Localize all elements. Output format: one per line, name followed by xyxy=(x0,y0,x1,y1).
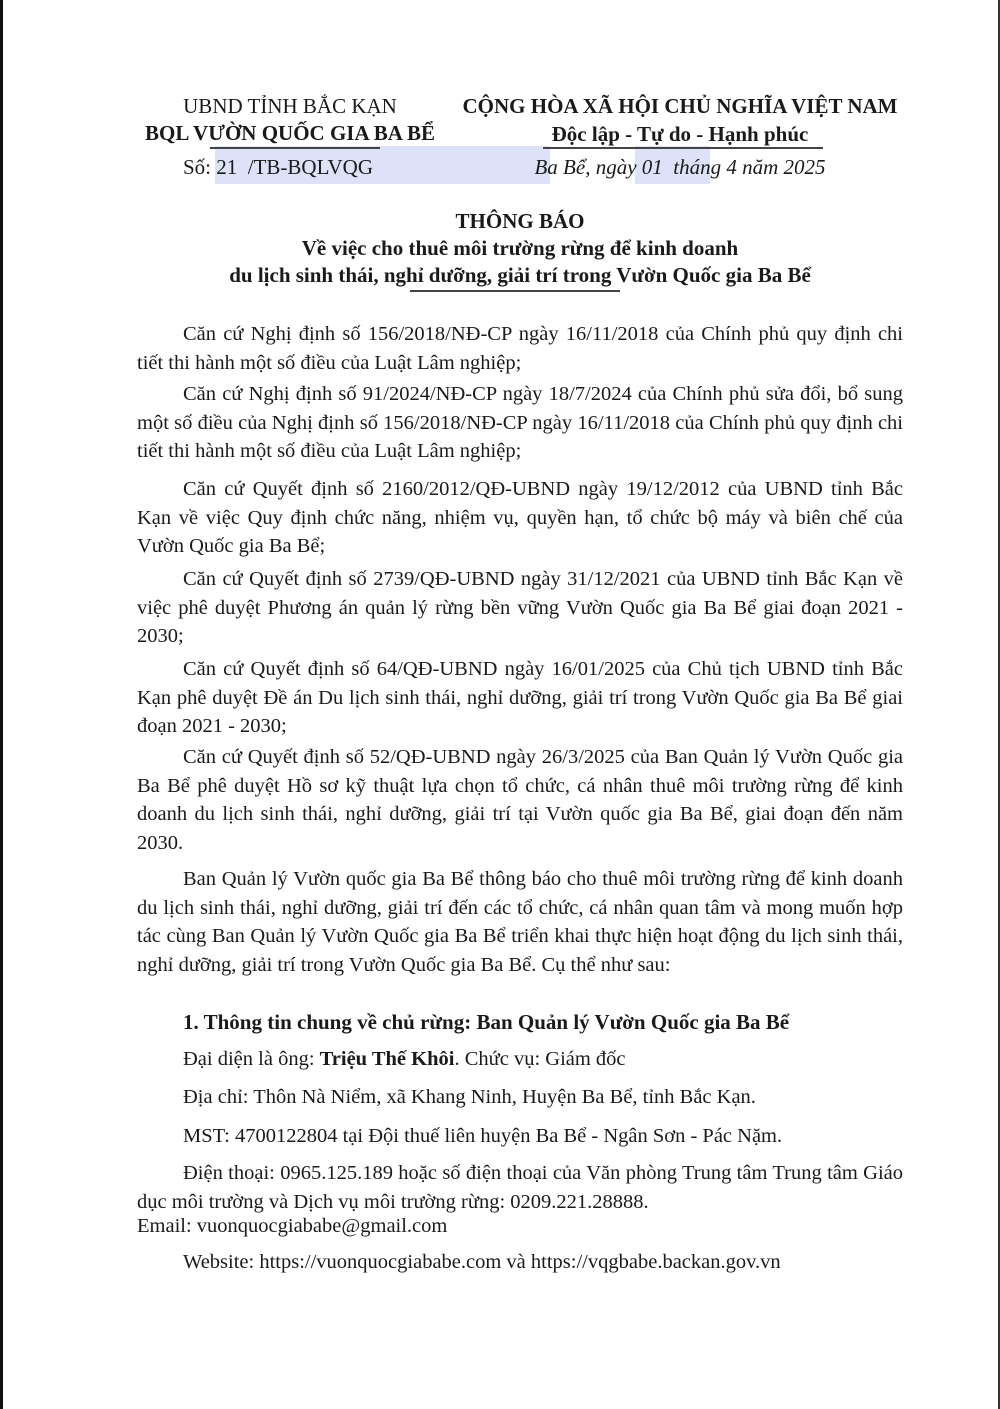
announcement-paragraph: Ban Quản lý Vườn quốc gia Ba Bể thông báo cho thuê môi trường rừng để kinh doanh du lịch sinh thái, nghỉ dưỡng, giải trí đến các tổ chức, cá nhân quan tâm và mong muốn hợp tác cùng Ban Quản lý Vườn Quốc gia Ba Bể triển khai thực hiện hoạt động du lịch sinh thái, nghỉ dưỡng, giải trí trong Vườn Quốc gia Ba Bể. Cụ thể như sau: xyxy=(137,868,903,976)
tax-code-line: MST: 4700122804 tại Đội thuế liên huyện Ba Bể - Ngân Sơn - Pác Nặm. xyxy=(183,1125,783,1147)
document-subtitle-2: du lịch sinh thái, nghỉ dưỡng, giải trí trong Vườn Quốc gia Ba Bể xyxy=(229,263,811,287)
national-title: CỘNG HÒA XÃ HỘI CHỦ NGHĨA VIỆT NAM xyxy=(462,94,898,118)
number-prefix: Số: xyxy=(183,155,212,179)
page-border-left xyxy=(0,0,3,1409)
legal-basis-1: Căn cứ Nghị định số 156/2018/NĐ-CP ngày 16/11/2018 của Chính phủ quy định chi tiết thi hành một số điều của Luật Lâm nghiệp; xyxy=(137,323,903,374)
number-value: 21 xyxy=(216,155,238,179)
legal-basis-4: Căn cứ Quyết định số 2739/QĐ-UBND ngày 31/12/2021 của UBND tỉnh Bắc Kạn về việc phê duyệt Phương án quản lý rừng bền vững Vườn Quốc gia Ba Bể giai đoạn 2021 - 2030; xyxy=(137,568,903,647)
rep-name: Triệu Thế Khôi xyxy=(319,1048,455,1070)
rep-position: . Chức vụ: Giám đốc xyxy=(454,1048,626,1070)
issuer-underline xyxy=(210,147,380,149)
national-motto: Độc lập - Tự do - Hạnh phúc xyxy=(551,122,809,146)
motto-underline xyxy=(543,147,823,149)
issuer-agency: BQL VƯỜN QUỐC GIA BA BỂ xyxy=(145,121,435,145)
phone-paragraph: Điện thoại: 0965.125.189 hoặc số điện thoại của Văn phòng Trung tâm Trung tâm Giáo dục môi trường và Dịch vụ môi trường rừng: 0209.221.28888. xyxy=(137,1162,903,1213)
date-rest: tháng 4 năm 2025 xyxy=(673,155,826,179)
representative-line xyxy=(183,1045,626,1073)
legal-basis-2: Căn cứ Nghị định số 91/2024/NĐ-CP ngày 18/7/2024 của Chính phủ sửa đổi, bổ sung một số điều của Nghị định số 156/2018/NĐ-CP ngày 16/11/2018 của Chính phủ quy định chi tiết thi hành một số điều của Luật Lâm nghiệp; xyxy=(137,383,903,462)
legal-basis-6: Căn cứ Quyết định số 52/QĐ-UBND ngày 26/3/2025 của Ban Quản lý Vườn Quốc gia Ba Bể phê duyệt Hồ sơ kỹ thuật lựa chọn tổ chức, cá nhân thuê môi trường rừng để kinh doanh du lịch sinh thái, nghỉ dưỡng, giải trí tại Vườn quốc gia Ba Bể, giai đoạn đến năm 2030. xyxy=(137,746,903,854)
document-title: THÔNG BÁO xyxy=(455,209,585,233)
place-date xyxy=(450,152,910,182)
date-day: 01 xyxy=(641,155,663,179)
document-subtitle-1: Về việc cho thuê môi trường rừng để kinh doanh xyxy=(301,236,739,260)
website-line: Website: https://vuonquocgiababe.com và https://vqgbabe.backan.gov.vn xyxy=(183,1251,781,1273)
legal-basis-3: Căn cứ Quyết định số 2160/2012/QĐ-UBND ngày 19/12/2012 của UBND tỉnh Bắc Kạn về việc Quy định chức năng, nhiệm vụ, quyền hạn, tổ chức bộ máy và biên chế của Vườn Quốc gia Ba Bể; xyxy=(137,478,903,557)
issuer-authority: UBND TỈNH BẮC KẠN xyxy=(183,94,397,118)
date-place: Ba Bể, ngày xyxy=(534,155,637,179)
section-1-heading: 1. Thông tin chung về chủ rừng: Ban Quản lý Vườn Quốc gia Ba Bể xyxy=(183,1010,790,1034)
title-underline xyxy=(410,290,620,292)
email-line: Email: vuonquocgiababe@gmail.com xyxy=(137,1215,448,1237)
number-suffix: /TB-BQLVQG xyxy=(247,155,373,179)
document-number xyxy=(183,152,373,182)
legal-basis-5: Căn cứ Quyết định số 64/QĐ-UBND ngày 16/01/2025 của Chủ tịch UBND tỉnh Bắc Kạn phê duyệt Đề án Du lịch sinh thái, nghỉ dưỡng, giải trí trong Vườn Quốc gia Ba Bể giai đoạn 2021 - 2030; xyxy=(137,658,903,737)
address-line: Địa chỉ: Thôn Nà Niểm, xã Khang Ninh, Huyện Ba Bể, tỉnh Bắc Kạn. xyxy=(183,1086,756,1108)
rep-label: Đại diện là ông: xyxy=(183,1048,315,1070)
